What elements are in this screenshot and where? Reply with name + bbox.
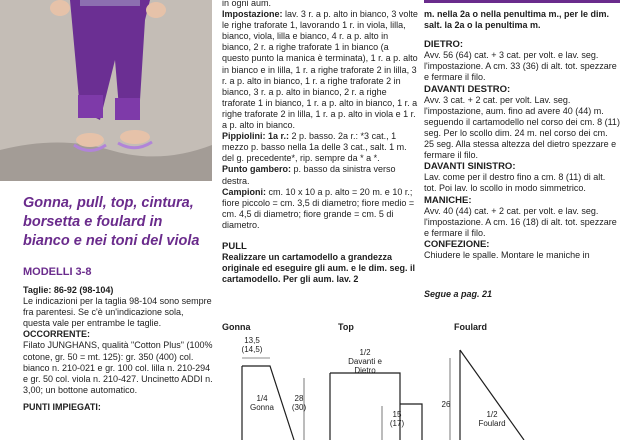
davanti-sinistro-text: Lav. come per il destro fino a cm. 8 (11) di alt. tot. Poi lav. lo scollo in modo simmetrico. (424, 172, 606, 194)
sizes-paragraph (23, 285, 213, 296)
foulard-piece-label (472, 410, 512, 428)
campioni-text: cm. 10 x 10 a p. alto = 20 m. e 10 r.; fiore piccolo = cm. 3,5 di diametro; fiore medio = cm. 4,5 di diametro; fiore grande = cm. 5 di diametro. (222, 186, 415, 230)
pippiolini-text: 2 p. basso. 2a r.: *3 cat., 1 mezzo p. basso nella 1a delle 3 cat., salt. 1 m. del g. precedente*, rip. sempre da * a *. (222, 131, 407, 164)
maniche-text: Avv. 40 (44) cat. + 2 cat. per volt. e lav. seg. l'impostazione. A cm. 16 (18) di alt. tot. spezzare e fermare il filo. (424, 205, 617, 238)
gonna-top-measure (232, 336, 272, 354)
impostazione-text: lav. 3 r. a p. alto in bianco, 3 volte le righe traforate 1, lavorando 1 r. in viola, lilla, bianco, viola, lilla e bianco, 4 r. a p. alto in bianco, 2 r. a righe traforate 1 in bianco (a questo punto la manica è terminata), 1 r. a p. alto in bianco e in lilla, 1 r. a righe traforate 2 in lilla, 3 r. a p. alto in bianco, 1 r. a righe traforate 2 in bianco, 3 r. a p. alto in bianco, 2 r. a righe traforate 1 in bianco, 1 r. a p. alto in bianco, 1 r. a righe traforate 2 in lilla, 1 r. a p. alto in viola e 1 r. a p. alto in bianco. (222, 9, 418, 131)
gonna-piece-label (242, 394, 282, 412)
top-fraction: 1/2 (359, 348, 371, 357)
maniche-heading: MANICHE: (424, 194, 472, 206)
top-height-measure (382, 410, 412, 428)
pull-text: Realizzare un cartamodello a grandezza originale ed eseguire gli aum. e le dim. seg. il cartamodello. Per gli aum. lav. 2 (222, 252, 416, 285)
sizes-label: Taglie: (23, 285, 52, 295)
top-piece-name-2: Dietro (354, 366, 376, 375)
dietro-heading: DIETRO: (424, 39, 464, 51)
foulard-piece-name: Foulard (478, 419, 506, 428)
davanti-destro-text: Avv. 3 cat. + 2 cat. per volt. Lav. seg. l'impostazione, aum. fino ad avere 40 (44) m. seguendo il cartamodello nel corso dei cm. 8 (11) seg. Per lo scollo dim. 24 m. nel corso dei cm. 25 seg. Alla stessa altezza del dietro spezzare e fermare il filo. (424, 94, 620, 161)
column-left (23, 285, 213, 413)
pattern-diagrams (222, 318, 640, 440)
continued-note: Segue a pag. 21 (424, 289, 493, 299)
top-piece-label (330, 348, 400, 375)
gambero-text: p. basso da sinistra verso destra. (222, 164, 396, 186)
gambero-paragraph (222, 164, 418, 186)
foulard-height: 26 (441, 400, 451, 409)
top-height-alt: (17) (389, 419, 405, 428)
gonna-piece-name: Gonna (249, 403, 275, 412)
gonna-fraction: 1/4 (256, 394, 268, 403)
campioni-label: Campioni: (222, 186, 266, 197)
sizes-text: Le indicazioni per la taglia 98-104 sono sempre fra parentesi. Se c'è un'indicazione sola, questa vale per entrambe le taglie. (23, 296, 212, 329)
photo-caption (23, 194, 208, 251)
caption-line: borsetta e foulard in (23, 214, 163, 230)
pippiolini-label: Pippiolini: 1a r.: (222, 131, 290, 142)
caption-line: bianco e nei toni del viola (23, 233, 200, 249)
top-accent-bar (424, 0, 620, 3)
sizes-value: 86-92 (98-104) (51, 285, 114, 295)
partial-line: in ogni aum. (222, 0, 272, 8)
caption-line: Gonna, pull, top, cintura, (23, 195, 194, 211)
top-title: Top (338, 322, 354, 332)
diagram-lines (222, 318, 640, 440)
davanti-destro-heading: DAVANTI DESTRO: (424, 83, 511, 95)
column-middle (222, 0, 418, 285)
photo-child-beach (0, 0, 212, 181)
gonna-height-alt: (30) (291, 403, 307, 412)
column-right (424, 0, 620, 261)
models-heading: MODELLI 3-8 (23, 266, 92, 278)
gonna-title: Gonna (222, 322, 251, 332)
confezione-heading: CONFEZIONE: (424, 238, 490, 250)
materials-text: Filato JUNGHANS, qualità "Cotton Plus" (100% cotone, gr. 50 = mt. 125): gr. 350 (400) col. bianco n. 210-021 e gr. 100 col. lilla n. 210-294 e gr. 50 col. viola n. 210-427. Uncinetto ADDI n. 3,00; un bottone automatico. (23, 340, 213, 395)
gonna-top-value: 13,5 (244, 336, 260, 345)
materials-heading: OCCORRENTE: (23, 329, 90, 340)
impostazione-label: Impostazione: (222, 9, 283, 20)
foulard-fraction: 1/2 (486, 410, 498, 419)
gonna-height: 28 (294, 394, 304, 403)
pippiolini-paragraph (222, 131, 418, 164)
pull-heading: PULL (222, 240, 247, 252)
davanti-sinistro-heading: DAVANTI SINISTRO: (424, 161, 516, 173)
gonna-top-value-alt: (14,5) (241, 345, 263, 354)
foulard-title: Foulard (454, 322, 487, 332)
confezione-text: Chiudere le spalle. Montare le maniche in (424, 249, 590, 260)
impostazione-paragraph (222, 9, 418, 131)
gambero-label: Punto gambero: (222, 164, 291, 175)
top-height: 15 (392, 410, 402, 419)
campioni-paragraph (222, 187, 418, 231)
stitches-heading: PUNTI IMPIEGATI: (23, 401, 101, 412)
top-piece-name-1: Davanti e (348, 357, 382, 366)
top-text: m. nella 2a o nella penultima m., per le dim. salt. la 2a o la penultima m. (424, 9, 610, 31)
dietro-text: Avv. 56 (64) cat. + 3 cat. per volt. e lav. seg. l'impostazione. A cm. 33 (36) di alt. tot. spezzare e fermare il filo. (424, 50, 617, 83)
gonna-height-measure (284, 394, 314, 412)
